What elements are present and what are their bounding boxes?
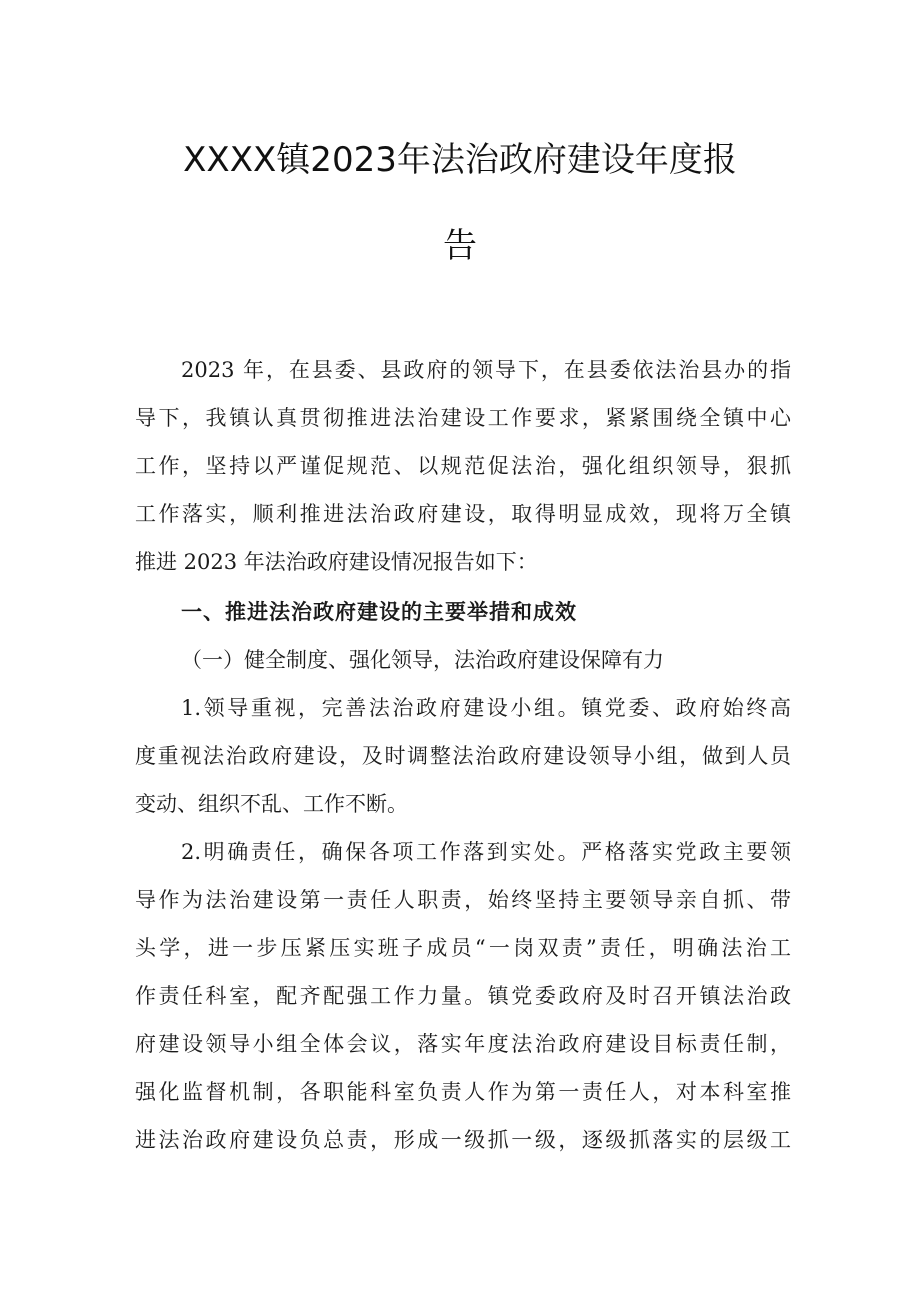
paragraph-line: 2023 年，在县委、县政府的领导下，在县委依法治县办的指	[181, 358, 791, 382]
paragraph-line: 度重视法治政府建设，及时调整法治政府建设领导小组，做到人员	[135, 744, 791, 768]
paragraph-line: 强化监督机制，各职能科室负责人作为第一责任人，对本科室推	[135, 1080, 791, 1104]
paragraph-line: 推进 2023 年法治政府建设情况报告如下：	[135, 550, 538, 574]
paragraph-line: 进法治政府建设负总责，形成一级抓一级，逐级抓落实的层级工	[135, 1128, 791, 1152]
document-title-line-1: XXXX镇2023年法治政府建设年度报	[183, 140, 737, 180]
paragraph-line: 头学，进一步压紧压实班子成员“一岗双责”责任，明确法治工	[135, 936, 791, 960]
paragraph-line: 2.明确责任，确保各项工作落到实处。严格落实党政主要领	[181, 840, 791, 864]
document-title-line-2: 告	[443, 226, 477, 266]
subsection-heading: （一）健全制度、强化领导，法治政府建设保障有力	[181, 648, 664, 672]
paragraph-line: 变动、组织不乱、工作不断。	[135, 792, 408, 816]
paragraph-line: 工作落实，顺利推进法治政府建设，取得明显成效，现将万全镇	[135, 502, 791, 526]
paragraph-line: 府建设领导小组全体会议，落实年度法治政府建设目标责任制，	[135, 1032, 791, 1056]
paragraph-line: 作责任科室，配齐配强工作力量。镇党委政府及时召开镇法治政	[135, 984, 791, 1008]
paragraph-line: 导下，我镇认真贯彻推进法治建设工作要求，紧紧围绕全镇中心	[135, 406, 791, 430]
paragraph-line: 1.领导重视，完善法治政府建设小组。镇党委、政府始终高	[181, 696, 791, 720]
paragraph-line: 工作，坚持以严谨促规范、以规范促法治，强化组织领导，狠抓	[135, 454, 791, 478]
paragraph-line: 导作为法治建设第一责任人职责，始终坚持主要领导亲自抓、带	[135, 888, 791, 912]
section-heading: 一、推进法治政府建设的主要举措和成效	[181, 600, 577, 624]
